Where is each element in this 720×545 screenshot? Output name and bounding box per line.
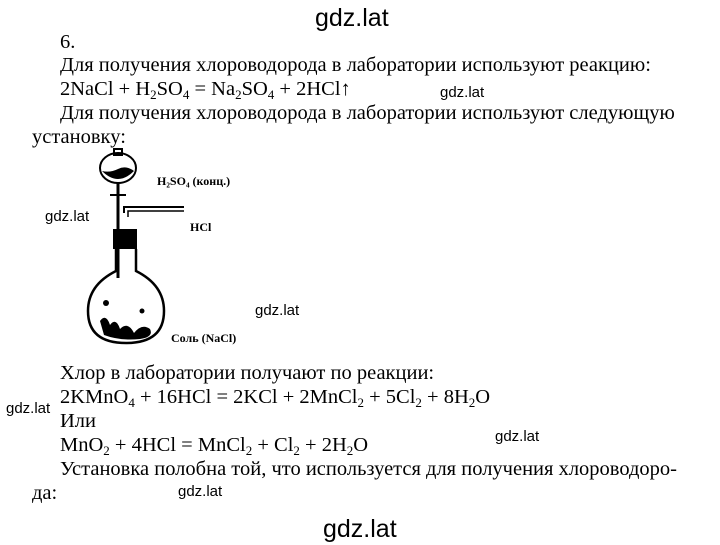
paragraph-3: Хлор в лаборатории получают по реакции:: [60, 362, 435, 384]
paragraph-4-line-2: да:: [32, 482, 58, 504]
equation-1: 2NaCl + $H_2SO_4 = Na_2SO_4$ + 2HCl↑: [60, 78, 351, 102]
paragraph-2-line-2: установку:: [32, 126, 126, 148]
label-salt: Соль (NaCl): [171, 331, 237, 345]
dropping-funnel-icon: [100, 149, 136, 278]
paragraph-4-line-1: Установка полобна той, что используется для получения хлороводоро-: [60, 458, 678, 480]
label-acid: H₂SO₄ (конц.): [157, 174, 231, 188]
watermark-right-2: gdz.lat: [495, 428, 540, 445]
watermark-left-2: gdz.lat: [6, 400, 51, 417]
watermark-mid: gdz.lat: [255, 302, 300, 319]
watermark-bottom: gdz.lat: [323, 515, 397, 543]
watermark-lower: gdz.lat: [178, 483, 223, 500]
flask-icon: [88, 229, 164, 343]
watermark-right-1: gdz.lat: [440, 84, 485, 101]
equation-3: MnO$_2$ + 4HCl = MnCl$_2$ + $Cl_2 + 2H_2O$: [60, 434, 369, 458]
outlet-tube-icon: [124, 207, 184, 217]
or-word: Или: [60, 410, 97, 432]
task-number: 6.: [60, 31, 76, 53]
paragraph-1: Для получения хлороводорода в лаборатории используют реакцию:: [60, 54, 651, 76]
paragraph-2-line-1: Для получения хлороводорода в лаборатории используют следующую: [60, 102, 675, 124]
watermark-top: gdz.lat: [315, 4, 389, 32]
equation-2: 2KMnO$_4$ + 16HCl = 2KCl + 2MnCl$_2$ + $5Cl_2 + 8H_2O$: [60, 386, 491, 410]
label-hcl: HCl: [190, 220, 212, 234]
watermark-left-1: gdz.lat: [45, 208, 90, 225]
